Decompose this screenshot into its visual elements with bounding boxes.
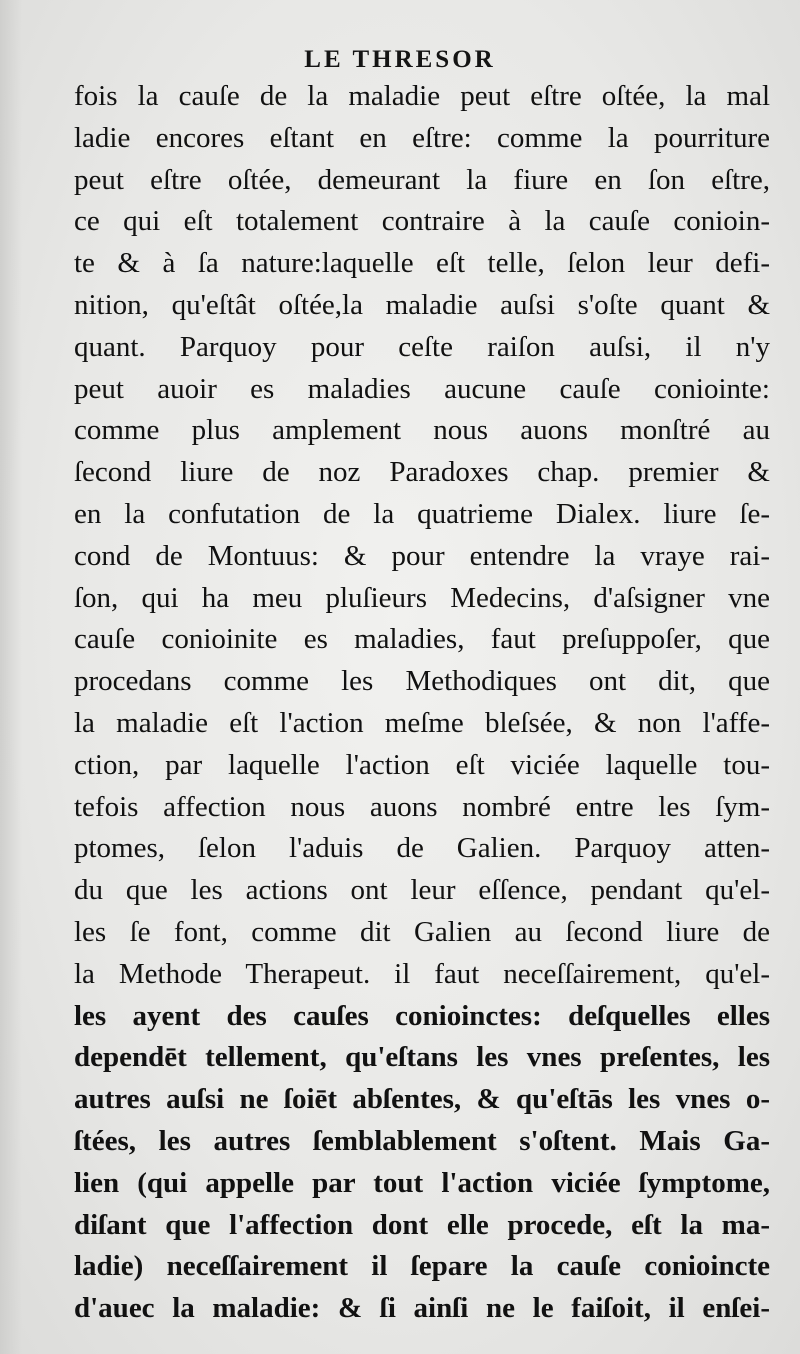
body-text [74, 76, 770, 1330]
text-line: lien (qui appelle par tout l'action viciée ſymptome, [74, 1166, 770, 1199]
text-line: ſecond liure de noz Paradoxes chap. premier & [74, 456, 770, 489]
text-line: comme plus amplement nous auons monſtré au [74, 414, 770, 447]
text-line: d'auec la maladie: & ſi ainſi ne le faiſoit, il enſei- [74, 1292, 770, 1325]
text-line: la maladie eſt l'action meſme bleſsée, & non l'affe- [74, 706, 770, 739]
text-line: du que les actions ont leur eſſence, pendant qu'el- [74, 874, 770, 907]
text-line: les ayent des cauſes conioinctes: deſquelles elles [74, 999, 770, 1032]
text-line: diſant que l'affection dont elle procede, eſt la ma- [74, 1208, 770, 1241]
page-edge-shadow [0, 0, 22, 1354]
text-line: quant. Parquoy pour ceſte raiſon auſsi, il n'y [74, 330, 770, 363]
text-line: procedans comme les Methodiques ont dit, que [74, 665, 770, 698]
text-line: ſon, qui ha meu pluſieurs Medecins, d'aſsigner vne [74, 581, 770, 614]
text-line: ction, par laquelle l'action eſt viciée laquelle tou- [74, 748, 770, 781]
text-line: dependēt tellement, qu'eſtans les vnes preſentes, les [74, 1041, 770, 1074]
text-line: ladie encores eſtant en eſtre: comme la pourriture [74, 121, 770, 154]
text-line: cauſe conioinite es maladies, faut preſuppoſer, que [74, 623, 770, 656]
text-line: en la confutation de la quatrieme Dialex. liure ſe- [74, 497, 770, 530]
text-line: nition, qu'eſtât oſtée,la maladie auſsi s'oſte quant & [74, 288, 770, 321]
text-line: peut eſtre oſtée, demeurant la fiure en ſon eſtre, [74, 163, 770, 196]
text-line: peut auoir es maladies aucune cauſe coniointe: [74, 372, 770, 405]
text-line: ptomes, ſelon l'aduis de Galien. Parquoy atten- [74, 832, 770, 865]
text-line: ladie) neceſſairement il ſepare la cauſe conioincte [74, 1250, 770, 1283]
text-line: ce qui eſt totalement contraire à la cauſe conioin- [74, 205, 770, 238]
text-line: cond de Montuus: & pour entendre la vraye rai- [74, 539, 770, 572]
text-line: la Methode Therapeut. il faut neceſſairement, qu'el- [74, 957, 770, 990]
text-line: les ſe font, comme dit Galien au ſecond liure de [74, 915, 770, 948]
text-line: fois la cauſe de la maladie peut eſtre oſtée, la mal [74, 80, 770, 112]
text-line: autres auſsi ne ſoiēt abſentes, & qu'eſtās les vnes o- [74, 1083, 770, 1116]
text-line: te & à ſa nature:laquelle eſt telle, ſelon leur defi- [74, 247, 770, 280]
text-line: tefois affection nous auons nombré entre les ſym- [74, 790, 770, 823]
running-head: LE THRESOR [304, 46, 496, 73]
text-line: ſtées, les autres ſemblablement s'oſtent. Mais Ga- [74, 1124, 770, 1157]
